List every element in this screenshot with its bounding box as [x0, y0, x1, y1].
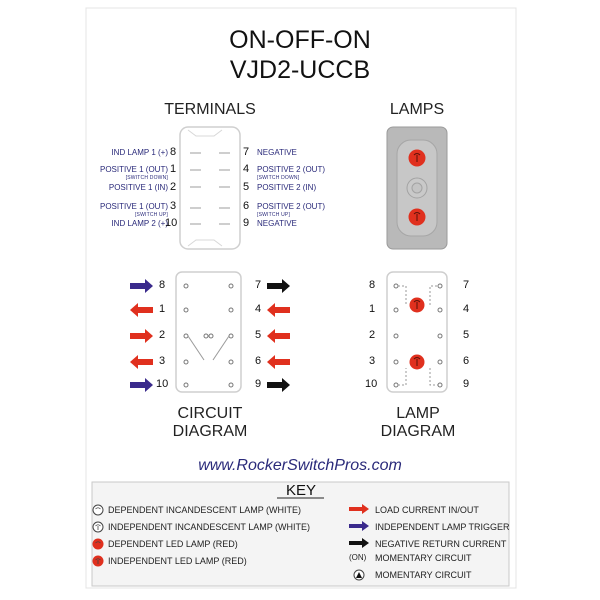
terminal-number: 1 — [170, 163, 177, 175]
key-item: INDEPENDENT INCANDESCENT LAMP (WHITE) — [108, 522, 311, 532]
key-item: DEPENDENT INCANDESCENT LAMP (WHITE) — [108, 505, 302, 515]
lamp-terminal-number: 3 — [369, 355, 376, 367]
lamp-terminal-number: 7 — [463, 279, 470, 291]
terminal-label-right: NEGATIVE — [257, 219, 297, 228]
terminal-label-left: POSITIVE 1 (IN) — [108, 183, 168, 192]
terminals-heading: TERMINALS — [164, 101, 256, 118]
terminal-label-left: IND LAMP 2 (+) — [111, 219, 168, 228]
key-item: INDEPENDENT LAMP TRIGGER — [375, 522, 510, 532]
circuit-caption-line-2: DIAGRAM — [172, 423, 248, 440]
switch-terminal-outline — [180, 127, 240, 249]
terminal-label-sub: [SWITCH UP] — [257, 212, 291, 218]
terminal-number: 2 — [170, 181, 177, 193]
key-item: NEGATIVE RETURN CURRENT — [375, 539, 507, 549]
terminal-label-right — [257, 202, 325, 220]
circuit-terminal-number: 1 — [159, 303, 166, 315]
red-led-dependent-icon — [93, 539, 104, 550]
terminal-number: 5 — [243, 181, 250, 193]
circuit-terminal-number: 5 — [255, 329, 262, 341]
terminal-label-left — [100, 165, 168, 183]
white-incandescent-dependent-icon — [93, 505, 103, 515]
lamp-caption-line-1: LAMP — [396, 405, 440, 422]
circuit-terminal-number: 3 — [159, 355, 166, 367]
lamps-heading: LAMPS — [389, 101, 445, 118]
key-item: INDEPENDENT LED LAMP (RED) — [108, 556, 247, 566]
key-item: LOAD CURRENT IN/OUT — [375, 505, 479, 515]
circuit-terminal-number: 4 — [255, 303, 262, 315]
terminal-label-text: POSITIVE 2 (OUT) — [257, 165, 326, 174]
circuit-terminal-number: 9 — [255, 378, 262, 390]
circuit-terminal-number: 2 — [159, 329, 166, 341]
terminal-label-sub: [SWITCH DOWN] — [257, 175, 300, 181]
lamp-terminal-number: 8 — [369, 279, 376, 291]
circuit-terminal-number: 8 — [159, 279, 166, 291]
lamp-terminal-number: 9 — [463, 378, 470, 390]
key-heading: KEY — [285, 482, 316, 499]
terminal-number: 4 — [243, 163, 250, 175]
lamp-terminal-number: 1 — [369, 303, 376, 315]
terminal-label-sub: [SWITCH UP] — [134, 212, 168, 218]
circuit-terminal-number: 10 — [156, 378, 169, 390]
terminal-number: 7 — [243, 146, 250, 158]
lamp-terminal-number: 2 — [369, 329, 376, 341]
terminal-number: 9 — [243, 217, 250, 229]
circuit-caption-line-1: CIRCUIT — [177, 405, 243, 422]
terminal-number: 10 — [165, 217, 178, 229]
terminal-label-right: NEGATIVE — [257, 148, 297, 157]
key-item: MOMENTARY CIRCUIT — [375, 553, 472, 563]
terminal-label-left: IND LAMP 1 (+) — [111, 148, 168, 157]
circuit-terminal-number: 7 — [255, 279, 262, 291]
terminal-label-right — [257, 165, 325, 183]
terminal-label-right: POSITIVE 2 (IN) — [257, 183, 317, 192]
title-line-1: ON-OFF-ON — [229, 26, 371, 54]
circuit-terminal-number: 6 — [255, 355, 262, 367]
lamp-caption-line-2: DIAGRAM — [380, 423, 456, 440]
terminal-number: 6 — [243, 200, 250, 212]
terminal-label-text: POSITIVE 1 (OUT) — [99, 165, 168, 174]
terminal-label-left — [100, 202, 168, 220]
terminal-label-sub: [SWITCH DOWN] — [125, 175, 168, 181]
lamp-terminal-number: 6 — [463, 355, 470, 367]
key-item: MOMENTARY CIRCUIT — [375, 570, 472, 580]
terminal-label-text: POSITIVE 1 (OUT) — [99, 202, 168, 211]
terminal-label-text: POSITIVE 2 (OUT) — [257, 202, 326, 211]
website-link[interactable]: www.RockerSwitchPros.com — [198, 457, 402, 474]
key-item: DEPENDENT LED LAMP (RED) — [108, 539, 238, 549]
lamp-diagram — [387, 272, 447, 392]
terminal-number: 8 — [170, 146, 177, 158]
lamp-terminal-number: 10 — [365, 378, 378, 390]
title-line-2: VJD2-UCCB — [229, 56, 371, 84]
lamp-terminal-number: 5 — [463, 329, 470, 341]
lamp-panel — [387, 127, 447, 249]
on-symbol: (ON) — [349, 553, 367, 562]
terminal-number: 3 — [170, 200, 177, 212]
lamp-terminal-number: 4 — [463, 303, 470, 315]
